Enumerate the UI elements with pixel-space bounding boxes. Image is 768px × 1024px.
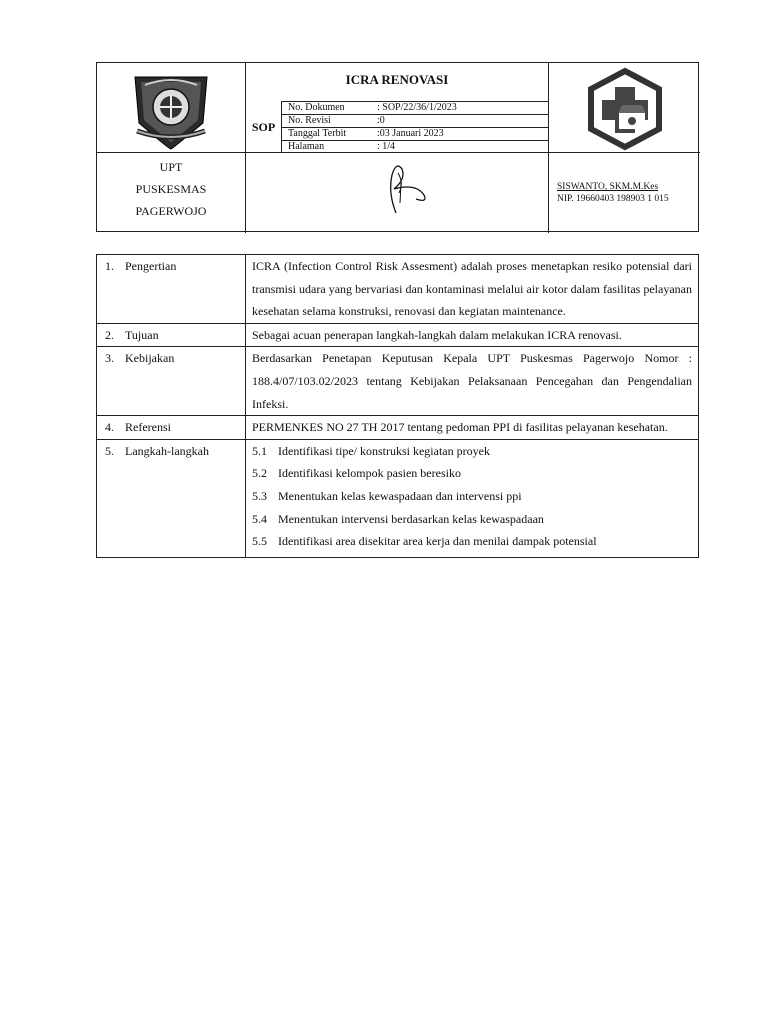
section-text: PERMENKES NO 27 TH 2017 tentang pedoman PPI di fasilitas pelayanan kesehatan. [252, 420, 668, 435]
org-line: UPT [159, 160, 183, 174]
section-number: 2. [105, 327, 114, 342]
section-row-tujuan [97, 323, 698, 347]
steps-list [246, 440, 698, 557]
step-text: Identifikasi kelompok pasien beresiko [278, 466, 461, 481]
section-title: Langkah-langkah [125, 443, 209, 458]
step-number: 5.2 [252, 466, 267, 481]
step-item [252, 530, 692, 553]
sop-field-row [282, 101, 549, 114]
signature-cell [246, 153, 549, 233]
organization-name [97, 153, 246, 233]
section-number: 4. [105, 420, 114, 435]
org-line: PAGERWOJO [135, 204, 207, 218]
sop-field-row [282, 114, 549, 127]
puskesmas-logo [549, 63, 700, 153]
step-text: Menentukan kelas kewaspadaan dan intervensi ppi [278, 488, 522, 503]
section-title: Pengertian [125, 259, 177, 273]
step-text: Menentukan intervensi berdasarkan kelas kewaspadaan [278, 511, 544, 526]
org-line: PUSKESMAS [135, 182, 207, 196]
step-item [252, 508, 692, 531]
section-label [97, 324, 246, 347]
section-number: 5. [105, 443, 114, 458]
step-item [252, 440, 692, 463]
document-title: ICRA RENOVASI [246, 63, 549, 101]
field-key: No. Revisi [288, 115, 331, 126]
step-text: Identifikasi tipe/ konstruksi kegiatan proyek [278, 443, 490, 458]
sop-field-row [282, 127, 549, 140]
section-number: 3. [105, 351, 114, 366]
left-logo-cell [97, 63, 246, 153]
field-key: Halaman [288, 141, 325, 152]
field-value: :03 Januari 2023 [377, 128, 444, 139]
step-item [252, 485, 692, 508]
section-label [97, 255, 246, 323]
section-text: Sebagai acuan penerapan langkah-langkah dalam melakukan ICRA renovasi. [252, 327, 622, 342]
field-key: Tanggal Terbit [288, 128, 347, 139]
regency-emblem-logo [97, 63, 246, 153]
section-label [97, 440, 246, 557]
section-text: ICRA (Infection Control Risk Assesment) adalah proses menetapkan resiko potensial dari transmisi udara yang bervariasi dan kontaminasi melalui air kotor dalam fasilitas pelayanan kesehatan selama konstruksi, renovasi dan kegiatan maintenance. [252, 259, 692, 319]
signature [246, 153, 549, 233]
right-logo-cell [549, 63, 700, 153]
field-key: No. Dokumen [288, 102, 345, 113]
field-value: : SOP/22/36/1/2023 [377, 102, 457, 113]
sop-info-block [246, 101, 549, 153]
section-number: 1. [105, 259, 114, 273]
step-text: Identifikasi area disekitar area kerja dan menilai dampak potensial [278, 534, 597, 549]
section-title: Kebijakan [125, 351, 175, 366]
section-text: Berdasarkan Penetapan Keputusan Kepala UPT Puskesmas Pagerwojo Nomor : 188.4/07/103.02/2023 tentang Kebijakan Pelaksanaan Pencegahan dan Pengendalian Infeksi. [252, 351, 692, 411]
section-row-langkah [97, 439, 698, 557]
step-number: 5.4 [252, 511, 267, 526]
section-row-referensi [97, 415, 698, 439]
section-label [97, 347, 246, 415]
sop-content-table [96, 254, 699, 558]
field-value: :0 [377, 115, 385, 126]
official-name: SISWANTO, SKM.M.Kes [557, 182, 659, 192]
step-number: 5.3 [252, 488, 267, 503]
sop-field-row [282, 140, 549, 153]
section-title: Tujuan [125, 327, 159, 342]
step-number: 5.5 [252, 534, 267, 549]
field-value: : 1/4 [377, 141, 396, 152]
section-row-pengertian [97, 255, 698, 323]
sop-fields [282, 101, 549, 153]
sop-header-table [96, 62, 699, 232]
step-number: 5.1 [252, 443, 267, 458]
official-nip: NIP. 19660403 198903 1 015 [557, 194, 669, 204]
official-cell [549, 153, 700, 233]
section-label [97, 416, 246, 439]
section-row-kebijakan [97, 346, 698, 415]
step-item [252, 462, 692, 485]
sop-label: SOP [246, 101, 282, 153]
section-title: Referensi [125, 420, 171, 435]
